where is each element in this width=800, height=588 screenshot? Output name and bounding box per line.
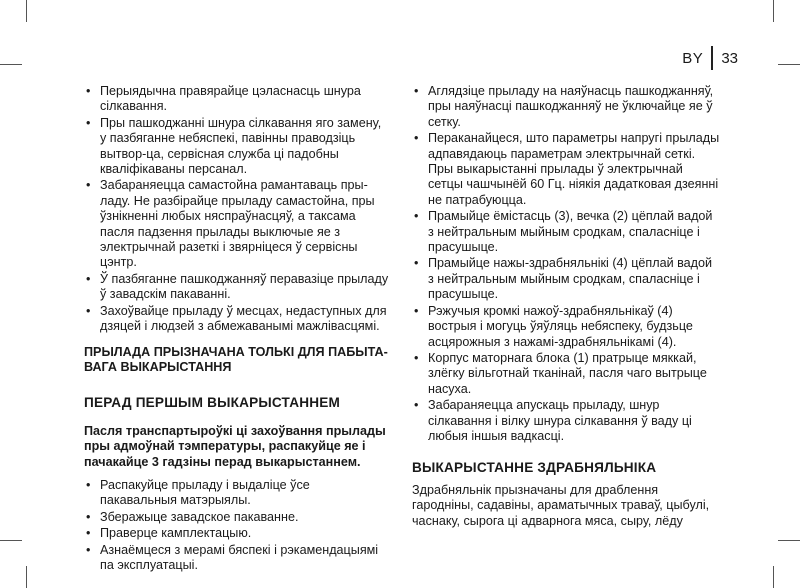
list-item: • Забараняецца самастойна рамантаваць пры-ладу. Не разбірайце прыладу самастойна, пры ўзнікненні любых няспраўнасцяў, а таксама пасля падзення прылады выключые яе з электрычнай разеткі і звярніцеся ў сервісны цэнтр. [84, 178, 390, 270]
crop-mark [0, 64, 22, 65]
list-item: • Рэжучыя кромкі нажоў-здрабняльнікаў (4) вострыя і могуць ўяўляць небяспеку, будзьце асцярожныя з нажамі-здрабняльнікамі (4). [412, 304, 720, 350]
list-item: • Азнаёмцеся з мерамі бяспекі і рэкамендацыямі па эксплуатацыі. [84, 543, 390, 574]
list-item: • Прамыйце нажы-здрабняльнікі (4) цёплай вадой з нейтральным мыйным сродкам, спаласніце і прасушыце. [412, 256, 720, 302]
list-item: • Зберажыце завадское пакаванне. [84, 510, 390, 525]
left-column [84, 84, 390, 574]
header-divider [711, 46, 713, 70]
crop-mark [773, 0, 774, 22]
list-item: • Ў пазбяганне пашкоджанняў перавазіце прыладу ў завадскім пакаванні. [84, 272, 390, 303]
preparation-list [412, 84, 720, 444]
crop-mark [26, 0, 27, 22]
safety-list-top [84, 84, 390, 335]
purpose-notice: ПРЫЛАДА ПРЫЗНАЧАНА ТОЛЬКІ ДЛЯ ПАБЫТА-ВАГА ВЫКАРЫСТАННЯ [84, 344, 388, 374]
crop-mark [778, 540, 800, 541]
crop-mark [0, 540, 22, 541]
list-item: • Перыядычна правярайце цэласнасць шнура сілкавання. [84, 84, 390, 115]
right-column [412, 84, 720, 529]
unpacking-list [84, 478, 390, 573]
list-item: • Забараняецца апускаць прыладу, шнур сілкавання і вілку шнура сілкавання ў ваду ці любыя іншыя вадкасці. [412, 398, 720, 444]
before-first-use-heading: ПЕРАД ПЕРШЫМ ВЫКАРЫСТАННЕМ [84, 395, 341, 411]
usage-heading: ВЫКАРЫСТАННЕ ЗДРАБНЯЛЬНІКА [412, 460, 657, 476]
list-item: • Пераканайцеся, што параметры напругі прылады адпавядаюць параметрам электрычнай сеткі. Пры выкарыстанні прылады ў электрычнай сетцы чашчынёй 60 Гц. ніякія дадатковая дзеянні не патрабуюцца. [412, 131, 720, 208]
list-item: • Захоўвайце прыладу ў месцах, недаступных для дзяцей і людзей з абмежаванымі мажлівасцямі. [84, 304, 390, 335]
list-item: • Прамыйце ёмістасць (3), вечка (2) цёплай вадой з нейтральным мыйным сродкам, спаласніце і прасушыце. [412, 209, 720, 255]
crop-mark [778, 64, 800, 65]
list-item: • Аглядзіце прыладу на наяўнасць пашкоджанняў, пры наяўнасці пашкоджанняў не ўключайце яе ў сетку. [412, 84, 720, 130]
usage-text: Здрабняльнік прызначаны для драблення гароднiны, садавіны, араматычных траваў, цыбулі, часнаку, сырога ці адварнога мяса, сыру, лёду [412, 482, 710, 528]
language-code: BY [682, 49, 704, 67]
list-item: • Пры пашкоджанні шнура сілкавання яго замену, у пазбяганне небяспекі, павінны праводзіць вытвор-ца, сервісная служба ці падобны кваліфікаваны персанал. [84, 116, 390, 178]
crop-mark [26, 566, 27, 588]
page-header [682, 46, 738, 70]
list-item: • Распакуйце прыладу і выдаліце ўсе пакавальныя матэрыялы. [84, 478, 390, 509]
list-item: • Корпус маторнага блока (1) пратрыце мяккай, злёгку вільготнай тканінай, пасля чаго вытрыце насуха. [412, 351, 720, 397]
crop-mark [773, 566, 774, 588]
before-first-use-intro: Пасля транспартыроўкі ці захоўвання прылады пры адмоўнай тэмпературы, распакуйце яе і пачакайце 3 гадзіны перад выкарыстаннем. [84, 423, 386, 469]
page-number: 33 [721, 49, 738, 67]
list-item: • Праверце камплектацыю. [84, 526, 390, 541]
